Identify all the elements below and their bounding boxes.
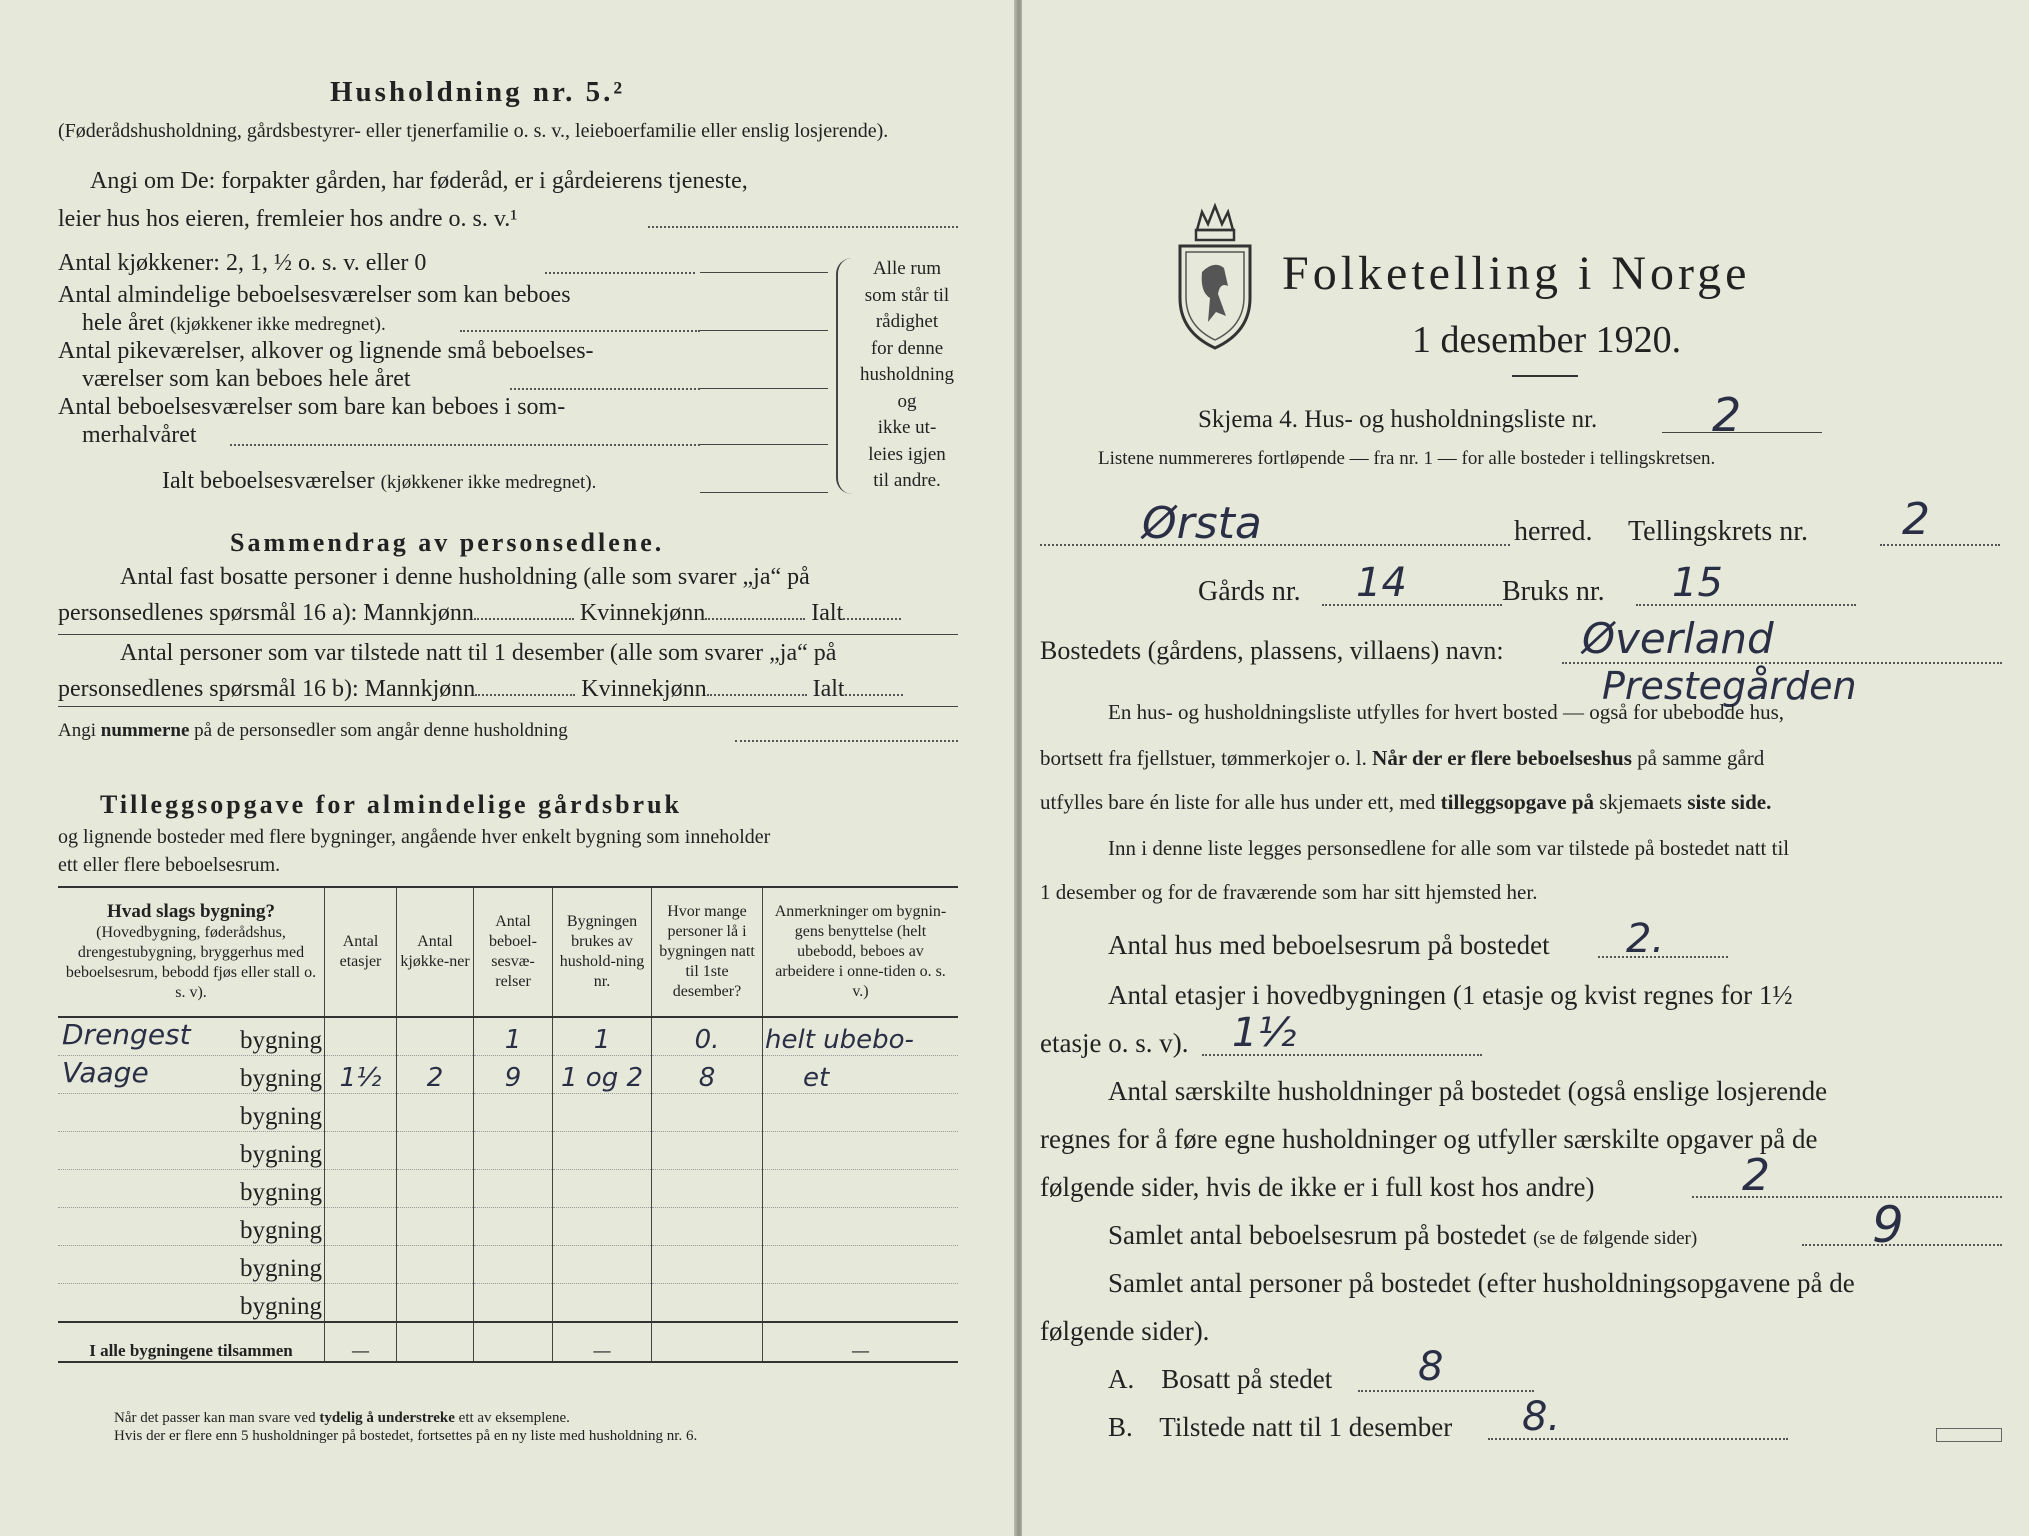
col-header-husholdning: Bygningen brukes av hushold-ning nr. xyxy=(553,887,652,1017)
para1-line-3: utfylles bare én liste for alle hus under ett, med tilleggsopgave på skjemaets siste side. xyxy=(1040,790,1772,814)
sommer-line-1: Antal beboelsesværelser som bare kan beboes i som- xyxy=(58,394,566,420)
herred-value: Ørsta xyxy=(1142,498,1262,549)
sommer-line-2: merhalvåret xyxy=(82,422,197,448)
cell-rum: 9 xyxy=(474,1056,553,1094)
row-label: bygning xyxy=(240,1179,322,1206)
row-label: bygning xyxy=(240,1103,322,1130)
tilstede-value: 8. xyxy=(1522,1394,1561,1440)
cell-personer: 0. xyxy=(652,1017,763,1056)
saerskilte-line-2: regnes for å føre egne husholdninger og utfyller særskilte opgaver på de xyxy=(1040,1124,1818,1154)
form-date: 1 desember 1920. xyxy=(1412,319,1682,361)
household-intro: (Føderådshusholdning, gårdsbestyrer- eller tjenerfamilie o. s. v., leieboerfamilie eller enslig losjerende). xyxy=(58,120,889,142)
row-label: bygning xyxy=(240,1255,322,1282)
samlet-pers-line-1: Samlet antal personer på bostedet (efter husholdningsopgavene på de xyxy=(1108,1268,1855,1298)
herred-label: herred. xyxy=(1514,516,1593,547)
table-row xyxy=(58,1094,958,1132)
row-handwritten-type: Drengest xyxy=(62,1018,191,1051)
cell-etasjer: 1½ xyxy=(325,1056,397,1094)
alm-line-1: Antal almindelige beboelsesværelser som kan beboes xyxy=(58,282,571,308)
kjokkener-label: Antal kjøkkener: 2, 1, ½ o. s. v. eller 0 xyxy=(58,250,427,276)
side-note-brace xyxy=(836,258,852,494)
etasjer-value: 1½ xyxy=(1232,1010,1297,1056)
gards-value: 14 xyxy=(1356,560,1407,606)
household-heading: Husholdning nr. 5.² xyxy=(330,76,626,108)
printer-stamp xyxy=(1936,1428,2002,1442)
saerskilte-line-3: følgende sider, hvis de ikke er i full kost hos andre) xyxy=(1040,1172,1595,1202)
sum-b-line-1: Antal personer som var tilstede natt til 1 desember (alle som svarer „ja“ på xyxy=(120,640,837,666)
table-row xyxy=(58,1246,958,1284)
nummerne-line: Angi nummerne på de personsedler som angår denne husholdning xyxy=(58,720,568,741)
etasjer-line-2: etasje o. s. v). xyxy=(1040,1028,1189,1058)
antal-hus-value: 2. xyxy=(1626,916,1665,962)
cell-anmerkning: helt ubebo- xyxy=(763,1017,959,1056)
side-note: Alle rum som står til rådighet for denne husholdning og ikke ut- leies igjen til andre. xyxy=(860,258,954,491)
col-header-type: Hvad slags bygning? (Hovedbygning, føderådshus, drengestubygning, bryggerhus med beboelsesrum, bebodd fjøs eller stall o. s. v). xyxy=(58,887,325,1017)
cell-etasjer xyxy=(325,1017,397,1056)
row-label: bygning xyxy=(240,1065,322,1092)
angi-line-2: leier hus hos eieren, fremleier hos andre o. s. v.¹ xyxy=(58,206,518,232)
table-total-row: I alle bygningene tilsammen — — — xyxy=(58,1322,958,1362)
row-handwritten-type: Vaage xyxy=(62,1056,149,1089)
gards-label: Gårds nr. xyxy=(1198,576,1301,607)
col-header-kjokkener: Antal kjøkke-ner xyxy=(397,887,474,1017)
antal-hus-label: Antal hus med beboelsesrum på bostedet xyxy=(1108,930,1550,960)
para1-line-1: En hus- og husholdningsliste utfylles for hvert bosted — også for ubebodde hus, xyxy=(1108,700,1784,724)
tillegg-text-1: og lignende bosteder med flere bygninger, angående hver enkelt bygning som inneholder xyxy=(58,826,771,848)
bosted-label: Bostedets (gårdens, plassens, villaens) navn: xyxy=(1040,636,1504,665)
row-label: bygning xyxy=(240,1293,322,1320)
samlet-pers-line-2: følgende sider). xyxy=(1040,1316,1210,1346)
row-label: bygning xyxy=(240,1217,322,1244)
tellingskrets-value: 2 xyxy=(1902,494,1930,545)
samlet-rum-value: 9 xyxy=(1872,1196,1904,1254)
tillegg-text-2: ett eller flere beboelsesrum. xyxy=(58,854,281,876)
bosted-value-2: Prestegården xyxy=(1602,664,1857,708)
saerskilte-value: 2 xyxy=(1742,1150,1770,1201)
angi-line-1: Angi om De: forpakter gården, har føderåd, er i gårdeierens tjeneste, xyxy=(90,168,748,194)
table-row xyxy=(58,1017,958,1056)
bosatt-line: A. Bosatt på stedet xyxy=(1108,1364,1333,1394)
table-row xyxy=(58,1284,958,1323)
alm-line-2: hele året (kjøkkener ikke medregnet). xyxy=(82,310,386,336)
table-row xyxy=(58,1170,958,1208)
cell-husholdning: 1 xyxy=(553,1017,652,1056)
para1-line-2: bortsett fra fjellstuer, tømmerkojer o. l. Når der er flere beboelseshus på samme gård xyxy=(1040,746,1765,770)
listene-note: Listene nummereres fortløpende — fra nr. 1 — for alle bosteder i tellingskretsen. xyxy=(1098,448,1716,469)
col-header-etasjer: Antal etasjer xyxy=(325,887,397,1017)
para2-line-2: 1 desember og for de fraværende som har sitt hjemsted her. xyxy=(1040,880,1538,904)
para2-line-1: Inn i denne liste legges personsedlene for alle som var tilstede på bostedet natt til xyxy=(1108,836,1790,860)
cell-personer: 8 xyxy=(652,1056,763,1094)
col-header-anmerkninger: Anmerkninger om bygnin-gens benyttelse (helt ubebodd, beboes av arbeidere i onne-tiden o. s. v.) xyxy=(774,903,947,1000)
skjema-value: 2 xyxy=(1712,388,1742,442)
summary-heading: Sammendrag av personsedlene. xyxy=(230,528,665,557)
table-row xyxy=(58,1056,958,1094)
pike-line-2: værelser som kan beboes hele året xyxy=(82,366,411,392)
col-header-rum: Antal beboel-sesvæ-relser xyxy=(474,887,553,1017)
footnote-1: Når det passer kan man svare ved tydelig å understreke ett av eksemplene. xyxy=(114,1410,570,1426)
table-row xyxy=(58,1208,958,1246)
row-label: bygning xyxy=(240,1027,322,1054)
form-title: Folketelling i Norge xyxy=(1282,247,1751,300)
cell-kjokken: 2 xyxy=(397,1056,474,1094)
skjema-line: Skjema 4. Hus- og husholdningsliste nr. xyxy=(1198,406,1598,433)
right-page xyxy=(1022,0,2029,1536)
cell-kjokken xyxy=(397,1017,474,1056)
samlet-rum-label: Samlet antal beboelsesrum på bostedet (se de følgende sider) xyxy=(1108,1220,1698,1250)
cell-rum: 1 xyxy=(474,1017,553,1056)
saerskilte-line-1: Antal særskilte husholdninger på bostedet (også enslige losjerende xyxy=(1108,1076,1828,1106)
cell-husholdning: 1 og 2 xyxy=(553,1056,652,1094)
total-label: I alle bygningene tilsammen xyxy=(58,1322,325,1362)
building-table xyxy=(58,886,958,1363)
row-label: bygning xyxy=(240,1141,322,1168)
bruks-value: 15 xyxy=(1672,560,1723,606)
tellingskrets-label: Tellingskrets nr. xyxy=(1628,516,1809,547)
coat-of-arms-icon xyxy=(1172,202,1258,352)
tilstede-line: B. Tilstede natt til 1 desember xyxy=(1108,1412,1453,1442)
col-header-personer: Hvor mange personer lå i bygningen natt til 1ste desember? xyxy=(652,887,763,1017)
table-row xyxy=(58,1132,958,1170)
footnote-2: Hvis der er flere enn 5 husholdninger på bostedet, fortsettes på en ny liste med husholdning nr. 6. xyxy=(114,1428,698,1444)
bosatt-value: 8 xyxy=(1418,1344,1444,1390)
bruks-label: Bruks nr. xyxy=(1502,576,1605,607)
sum-a-line-2: personsedlenes spørsmål 16 a): Mannkjønn Kvinnekjønn Ialt xyxy=(58,600,901,627)
bosted-value-1: Øverland xyxy=(1582,614,1774,663)
tillegg-heading: Tilleggsopgave for almindelige gårdsbruk xyxy=(100,790,683,819)
etasjer-line-1: Antal etasjer i hovedbygningen (1 etasje og kvist regnes for 1½ xyxy=(1108,980,1793,1010)
cell-anmerkning: et xyxy=(763,1056,959,1094)
sum-a-line-1: Antal fast bosatte personer i denne husholdning (alle som svarer „ja“ på xyxy=(120,564,810,590)
ialt-line: Ialt beboelsesværelser (kjøkkener ikke medregnet). xyxy=(162,468,597,494)
pike-line-1: Antal pikeværelser, alkover og lignende små beboelses- xyxy=(58,338,594,364)
sum-b-line-2: personsedlenes spørsmål 16 b): Mannkjønn Kvinnekjønn Ialt xyxy=(58,676,903,703)
